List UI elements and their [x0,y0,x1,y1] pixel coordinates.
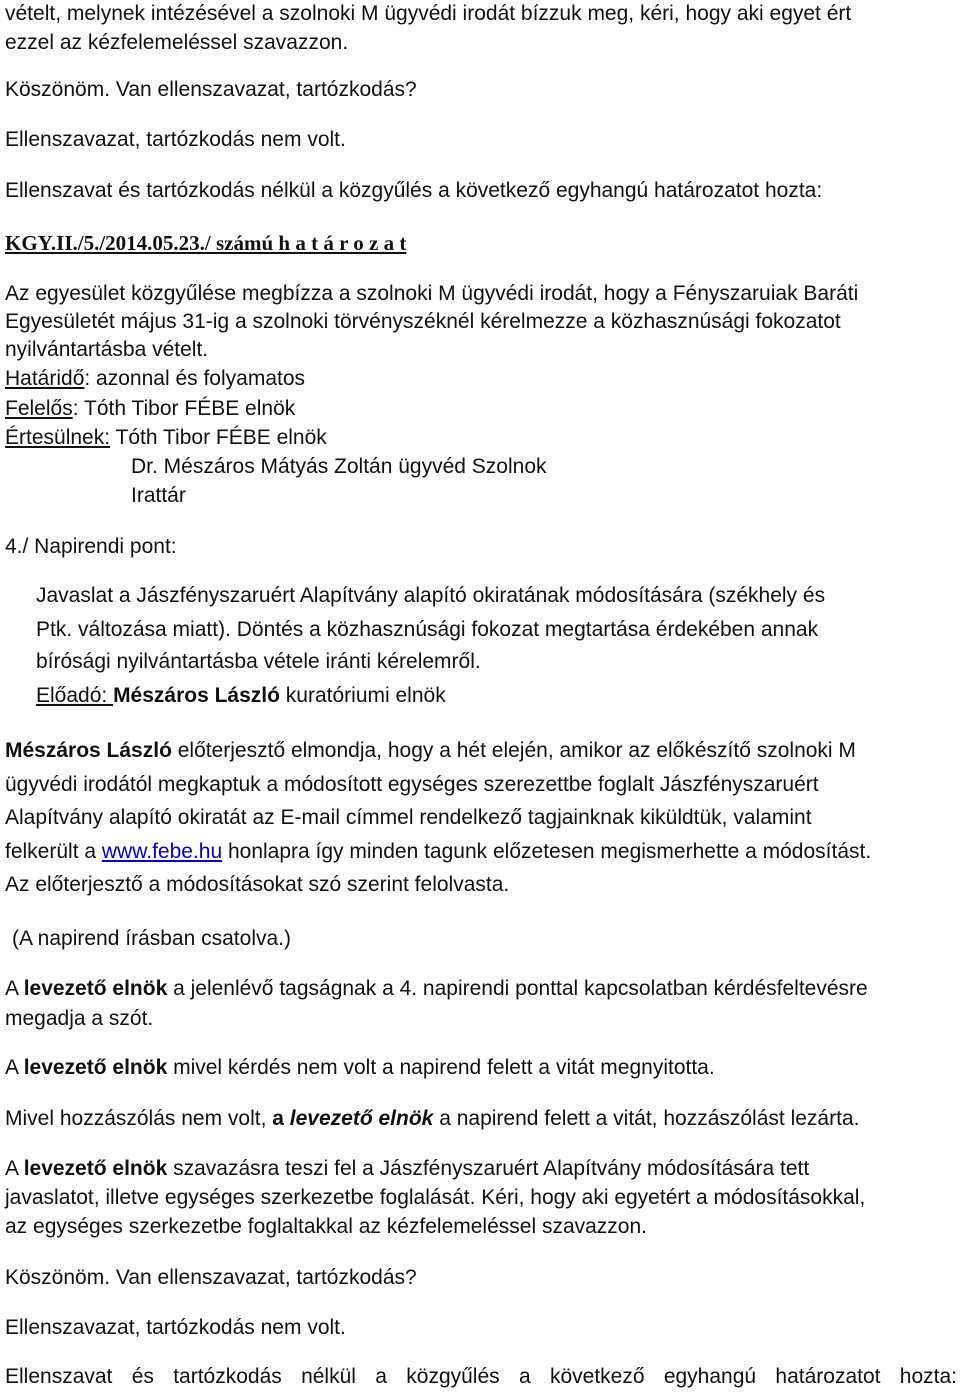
chair-label: levezető elnök [23,1157,168,1180]
chair-label: levezető elnök [23,977,168,1000]
proceedings-line: A levezető elnök szavazásra teszi fel a Jászfényszaruért Alapítvány módosítására tett [5,1157,810,1180]
speech-line: Az előterjesztő a módosításokat szó szerint felolvasta. [5,873,510,896]
speech-line: Alapítvány alapító okiratát az E-mail címmel rendelkező tagjainknak kiküldtük, valamint [5,806,812,829]
text-line: Ellenszavat és tartózkodás nélkül a közgyűlés a következő egyhangú határozatot hozta: [5,179,823,202]
responsible-line [5,394,295,424]
agenda-text: bírósági nyilvántartásba vétele iránti kérelemről. [36,650,481,673]
resolution-number: KGY.II./5./2014.05.23. [5,231,205,255]
resolution-text: Az egyesület közgyűlése megbízza a szolnoki M ügyvédi irodát, hogy a Fényszaruiak Baráti [5,282,859,305]
proceedings-line: A levezető elnök mivel kérdés nem volt a napirend felett a vitát megnyitotta. [5,1056,715,1079]
deadline-label: Határidő [5,367,85,390]
proceedings-line: Ellenszavat és tartózkodás nélkül a közgyűlés a következő egyhangú határozatot hozta: [5,1365,957,1388]
proceedings-line: Mivel hozzászólás nem volt, a levezető elnök a napirend felett a vitát, hozzászólást lezárta. [5,1107,860,1130]
speech-line: ügyvédi irodától megkaptuk a módosított egységes szerezettbe foglalt Jászfényszaruért [5,773,819,796]
presenter-role: kuratóriumi elnök [279,684,446,707]
notify-value: Tóth Tibor FÉBE elnök [110,426,327,449]
proceedings-line: az egységes szerkezetbe foglaltakkal az kézfelemeléssel szavazzon. [5,1215,647,1238]
agenda-text: Javaslat a Jászfényszaruért Alapítvány alapító okiratának módosítására (székhely és [36,584,826,607]
text-line: ezzel az kézfelemeléssel szavazzon. [5,31,349,54]
proceedings-line: Ellenszavazat, tartózkodás nem volt. [5,1316,346,1339]
proceedings-line: megadja a szót. [5,1007,154,1030]
notify-recipient: Irattár [131,484,186,507]
proceedings-line: javaslatot, illetve egységes szerkezetbe foglalását. Kéri, hogy aki egyetért a módosításokkal, [5,1186,866,1209]
deadline-value: : azonnal és folyamatos [84,367,306,390]
agenda-point: 4./ Napirendi pont: [5,535,177,558]
proceedings-line: Köszönöm. Van ellenszavazat, tartózkodás? [5,1266,417,1289]
speech-line: felkerült a www.febe.hu honlapra így minden tagunk előzetesen megismerhette a módosítást. [5,840,872,863]
speaker-name: Mészáros László [5,739,172,762]
presenter-label: Előadó: [36,684,114,707]
responsible-value: : Tóth Tibor FÉBE elnök [72,397,296,420]
text-line: Köszönöm. Van ellenszavazat, tartózkodás? [5,78,417,101]
resolution-heading [5,228,406,258]
text-line: Ellenszavazat, tartózkodás nem volt. [5,128,346,151]
presenter-line [36,681,446,711]
notify-label: Értesülnek: [5,426,111,449]
text-line: vételt, melynek intézésével a szolnoki M ügyvédi irodát bízzuk meg, kéri, hogy aki egyet ért [5,2,852,25]
responsible-label: Felelős [5,397,73,420]
agenda-text: Ptk. változása miatt). Döntés a közhasznúsági fokozat megtartása érdekében annak [36,618,819,641]
chair-label: levezető elnök [289,1107,434,1130]
resolution-text: Egyesületét május 31-ig a szolnoki törvényszéknél kérelmezze a közhasznúsági fokozatot [5,310,841,333]
attachment-note: (A napirend írásban csatolva.) [12,927,291,950]
resolution-title: / számú h a t á r o z a t [204,231,407,255]
deadline-line [5,364,305,394]
resolution-text: nyilvántartásba vételt. [5,338,209,361]
chair-label: levezető elnök [23,1056,168,1079]
presenter-name: Mészáros László [113,684,280,707]
website-link[interactable]: www.febe.hu [101,840,223,863]
speech-line: Mészáros László előterjesztő elmondja, hogy a hét elején, amikor az előkészítő szolnoki M [5,739,856,762]
notify-recipient: Dr. Mészáros Mátyás Zoltán ügyvéd Szolnok [131,455,547,478]
notify-line [5,423,327,453]
proceedings-line: A levezető elnök a jelenlévő tagságnak a 4. napirendi ponttal kapcsolatban kérdésfeltevésre [5,977,868,1000]
